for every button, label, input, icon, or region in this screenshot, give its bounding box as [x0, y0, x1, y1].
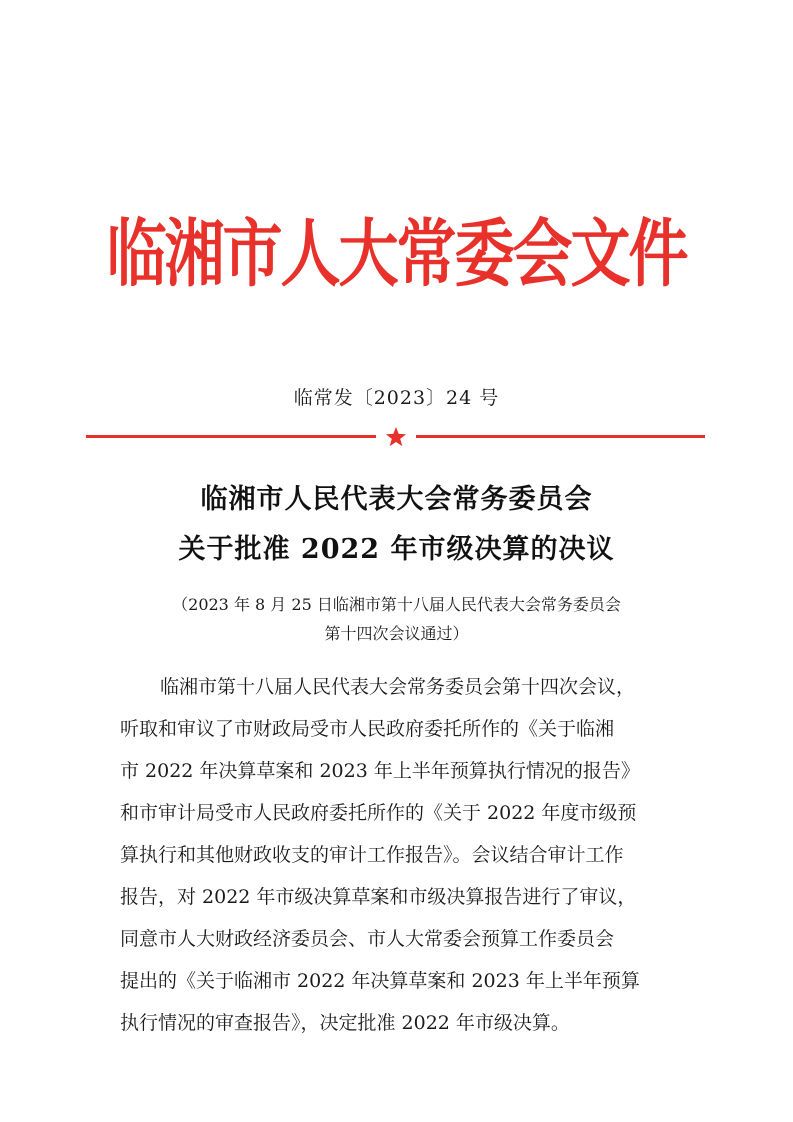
body-line: 听取和审议了市财政局受市人民政府委托所作的《关于临湘 [120, 718, 615, 740]
body-line: 临湘市第十八届人民代表大会常务委员会第十四次会议， [160, 676, 636, 698]
body-line: 和市审计局受市人民政府委托所作的《关于 2022 年度市级预 [120, 802, 637, 824]
red-divider [86, 427, 705, 449]
body-line: 市 2022 年决算草案和 2023 年上半年预算执行情况的报告》 [120, 760, 640, 782]
body-line: 报告，对 2022 年市级决算草案和市级决算报告进行了审议， [120, 886, 637, 908]
divider-rule-left [86, 435, 376, 438]
body-line: 算执行和其他财政收支的审计工作报告》。会议结合审计工作 [120, 844, 624, 866]
red-header-title: 临湘市人大常委会文件 [106, 211, 687, 298]
body-line: 提出的《关于临湘市 2022 年决算草案和 2023 年上半年预算 [120, 970, 640, 992]
star-icon [385, 426, 407, 448]
adoption-note-line-1: （2023 年 8 月 25 日临湘市第十八届人民代表大会常务委员会 [172, 595, 621, 614]
resolution-title-line-2: 关于批准 2022 年市级决算的决议 [178, 534, 615, 565]
resolution-title-line-1: 临湘市人民代表大会常务委员会 [200, 484, 593, 515]
body-line: 执行情况的审查报告》，决定批准 2022 年市级决算。 [120, 1012, 570, 1034]
adoption-note-line-2: 第十四次会议通过） [324, 624, 469, 643]
divider-rule-right [416, 435, 705, 438]
document-number: 临常发〔2023〕24 号 [293, 387, 500, 409]
body-line: 同意市人大财政经济委员会、市人大常委会预算工作委员会 [120, 928, 615, 950]
